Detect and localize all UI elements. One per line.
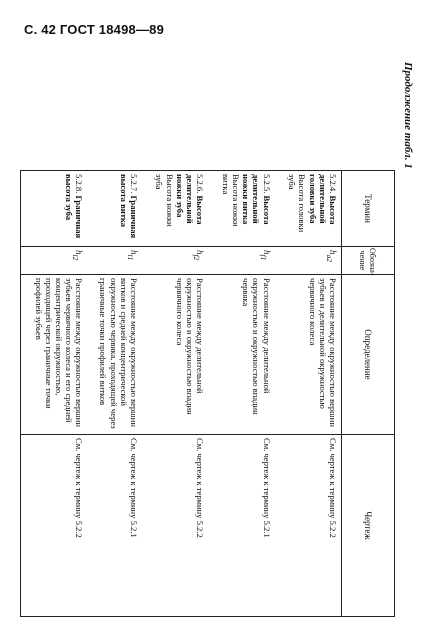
- term-cell: [208, 171, 274, 247]
- table-continuation-label: Продолжение табл. 1: [402, 62, 414, 169]
- table-row: [275, 171, 342, 617]
- table-row: [87, 171, 141, 617]
- term-main: Граничная высота витка: [118, 174, 139, 239]
- term-main: Высота делительной головки зуба: [307, 174, 338, 225]
- symbol-cell: [87, 247, 141, 275]
- definition-cell: Расстояние между делительной окружностью и окружностью впадин червяка: [208, 275, 274, 435]
- term-synonym: Высота головки зуба: [287, 174, 308, 233]
- symbol: $h_{a2}$: [325, 250, 338, 262]
- symbol-cell: [208, 247, 274, 275]
- term-number: 5.2.8.: [74, 174, 85, 194]
- table-row: [208, 171, 274, 617]
- term-main: Высота делительной ножки зуба: [174, 174, 206, 225]
- terms-table-rotated: [20, 170, 395, 616]
- drawing-cell: См. чертеж к термину 5.2.2: [275, 435, 342, 617]
- term-number: 5.2.4.: [328, 174, 338, 194]
- header-drawing: Чертеж: [342, 435, 395, 617]
- definition-cell: Расстояние между окружностью вершин витков и средней концентрической окружностью червяка, проходящей через граничные точки профилей витков: [87, 275, 141, 435]
- drawing-cell: См. чертеж к термину 5.2.1: [208, 435, 274, 617]
- drawing-cell: См. чертеж к термину 5.2.2: [142, 435, 208, 617]
- terms-table: [20, 170, 395, 617]
- drawing-cell: См. чертеж к термину 5.2.2: [21, 435, 88, 617]
- term-synonym: Высота ножки витка: [220, 174, 241, 227]
- table-row: [21, 171, 88, 617]
- header-symbol: [342, 247, 395, 275]
- term-main: Высота делительной ножки витка: [241, 174, 272, 225]
- symbol-cell: [142, 247, 208, 275]
- term-cell: [87, 171, 141, 247]
- term-synonym: Высота ножки зуба: [154, 174, 175, 227]
- term-cell: [21, 171, 88, 247]
- symbol: $h_{l1}$: [126, 250, 139, 261]
- definition-cell: Расстояние между окружностью вершин зубьев червячного колеса и его средней концентрической окружностью, проходящей через граничные точки профилей зубьев: [21, 275, 88, 435]
- header-definition: Определение: [342, 275, 395, 435]
- term-number: 5.2.7.: [128, 174, 139, 194]
- symbol-cell: [275, 247, 342, 275]
- table-row: [142, 171, 208, 617]
- term-number: 5.2.5.: [261, 174, 272, 194]
- term-cell: [275, 171, 342, 247]
- symbol: $h_{f1}$: [258, 250, 272, 261]
- definition-cell: Расстояние между делительной окружностью и окружностью впадин червячного колеса: [142, 275, 208, 435]
- page-header: С. 42 ГОСТ 18498—89: [24, 22, 165, 37]
- drawing-cell: См. чертеж к термину 5.2.1: [87, 435, 141, 617]
- table-header-row: [342, 171, 395, 617]
- term-cell: [142, 171, 208, 247]
- symbol: $h_{f2}$: [192, 250, 206, 261]
- definition-cell: Расстояние между окружностью вершин зубьев и делительной окружностью червячного колеса: [275, 275, 342, 435]
- symbol: $h_{l2}$: [71, 250, 85, 261]
- table-body: [21, 171, 342, 617]
- term-number: 5.2.6.: [195, 174, 206, 194]
- header-symbol-label: Обозна-чение: [358, 248, 377, 276]
- symbol-cell: [21, 247, 88, 275]
- header-term: Термин: [342, 171, 395, 247]
- term-main: Граничная высота зуба: [64, 174, 85, 239]
